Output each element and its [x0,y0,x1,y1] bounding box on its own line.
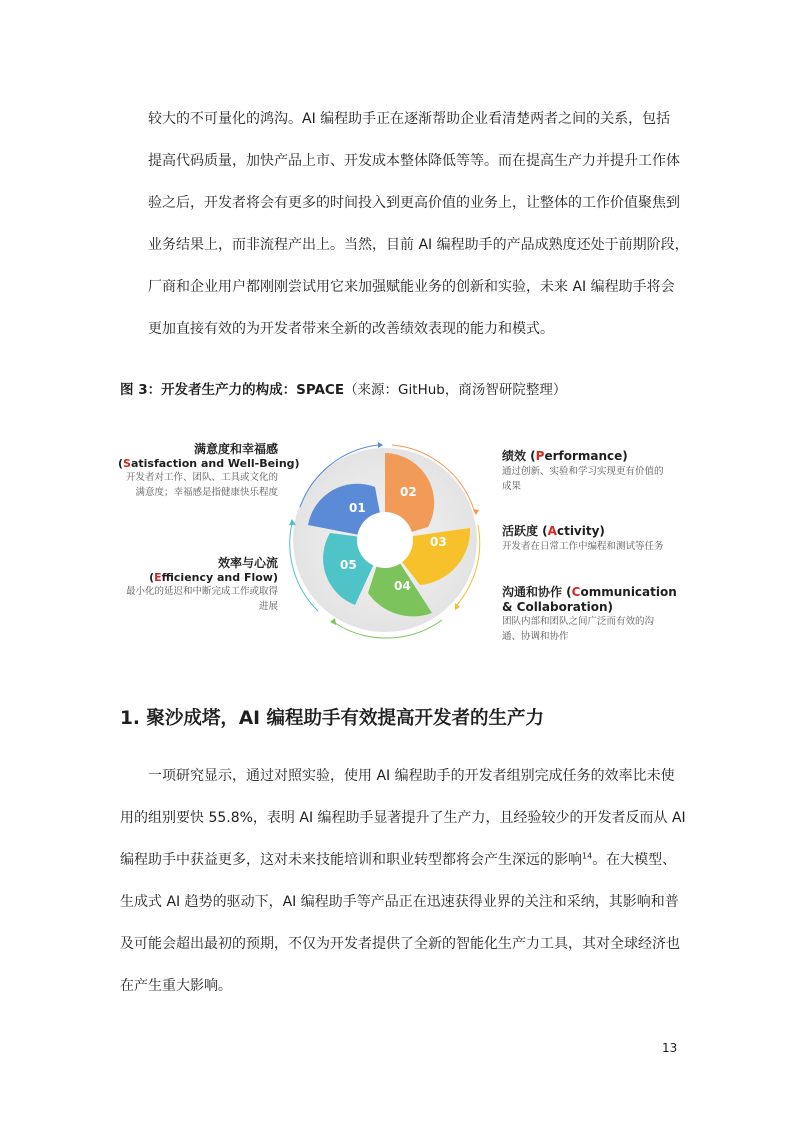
label-efficiency-desc: 最小化的延迟和中断完成工作或取得进展 [125,586,278,612]
label-satisfaction [118,440,300,500]
text-line: 一项研究显示，通过对照实验，使用 AI 编程助手的开发者组别完成任务的效率比未使 [148,768,675,784]
petal-label-01: 01 [349,501,366,515]
label-efficiency-subtitle: (Efficiency and Flow) [149,571,278,584]
label-satisfaction-title: 满意度和幸福感 [193,442,278,456]
arc-arrowhead [378,442,383,448]
label-communication-title: 沟通和协作 (Communication [502,585,677,599]
text-line: 验之后，开发者将会有更多的时间投入到更高价值的业务上，让整体的工作价值聚焦到 [148,195,680,211]
label-activity-title: 活跃度 (Activity) [502,524,605,538]
label-communication [502,583,677,644]
section-heading: 1. 聚沙成塔，AI 编程助手有效提高开发者的生产力 [120,708,544,729]
petal-label-02: 02 [400,485,417,499]
text-line: 在产生重大影响。 [120,978,232,994]
text-line: 较大的不可量化的鸿沟。AI 编程助手正在逐渐帮助企业看清楚两者之间的关系，包括 [148,111,671,127]
petal-label-04: 04 [394,579,411,593]
label-communication-desc: 团队内部和团队之间广泛而有效的沟通、协调和协作 [502,616,655,642]
figure-caption-source: （来源：GitHub，商汤智研院整理） [344,382,567,398]
text-line: 提高代码质量，加快产品上市、开发成本整体降低等等。而在提高生产力并提升工作体 [148,153,680,169]
space-diagram [270,425,500,655]
label-activity [502,522,672,554]
label-communication-title-line2: & Collaboration) [502,600,613,614]
text-line: 业务结果上，而非流程产出上。当然，目前 AI 编程助手的产品成熟度还处于前期阶段， [148,237,689,253]
figure-caption [120,378,566,398]
arc-arrowhead [473,509,479,515]
figure-caption-title: 图 3：开发者生产力的构成：SPACE [120,382,345,398]
label-satisfaction-subtitle: (Satisfaction and Well-Being) [118,457,300,470]
label-satisfaction-desc: 开发者对工作、团队、工具或文化的满意度；幸福感是指健康快乐程度 [125,472,278,498]
text-line: 编程助手中获益更多，这对未来技能培训和职业转型都将会产生深远的影响$^{14}$。在大模型、 [120,851,677,868]
label-performance-title: 绩效 (Performance) [502,449,628,463]
label-efficiency-title: 效率与心流 [217,556,278,570]
center-circle [357,512,413,568]
text-line: 更加直接有效的为开发者带来全新的改善绩效表现的能力和模式。 [148,321,554,337]
petal-label-03: 03 [430,535,447,549]
label-efficiency [118,554,278,614]
text-line: 及可能会超出最初的预期，不仅为开发者提供了全新的智能化生产力工具，其对全球经济也 [120,936,680,952]
label-activity-desc: 开发者在日常工作中编程和测试等任务 [502,541,664,552]
text-line: 厂商和企业用户都刚刚尝试用它来加强赋能业务的创新和实验，未来 AI 编程助手将会 [148,279,675,295]
text-line: 用的组别要快 55.8%，表明 AI 编程助手显著提升了生产力，且经验较少的开发者反而从 AI [120,810,686,826]
petal-label-05: 05 [340,558,357,572]
arc-arrowhead [330,618,336,625]
label-performance [502,447,672,494]
footnote-ref[interactable]: 14 [582,851,593,861]
page-number: 13 [662,1041,678,1055]
text-line: 生成式 AI 趋势的驱动下，AI 编程助手等产品正在迅速获得业界的关注和采纳，其影响和普 [120,894,679,910]
label-performance-desc: 通过创新、实验和学习实现更有价值的成果 [502,466,664,492]
